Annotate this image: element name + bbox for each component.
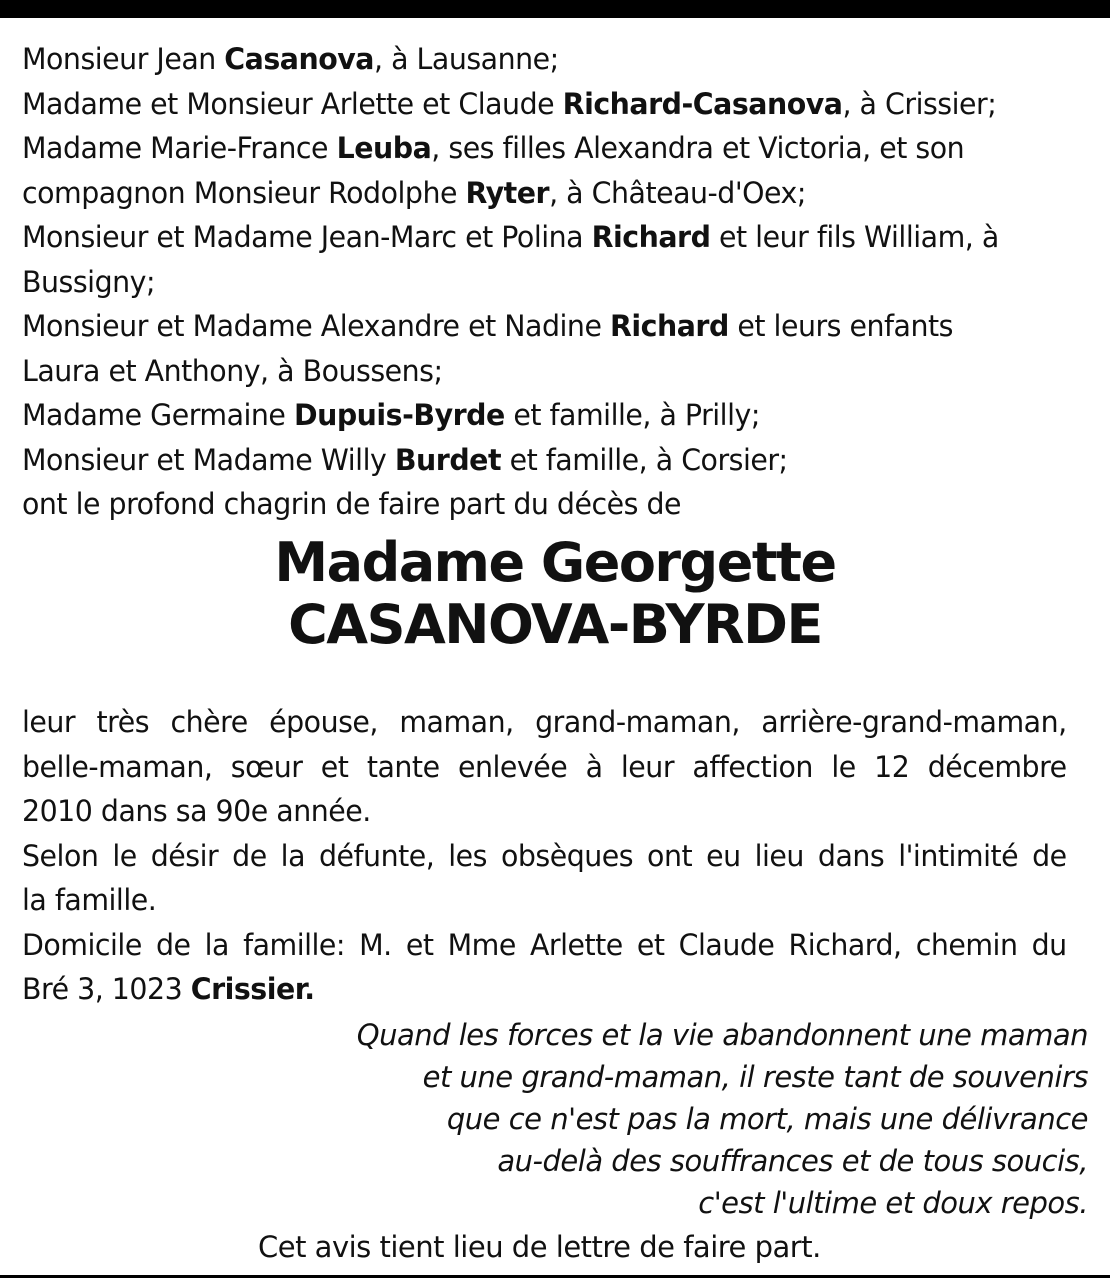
body-line-2: belle-maman, sœur et tante enlevée à leur affection le 12 décembre xyxy=(22,749,1067,784)
body-line-6: Domicile de la famille: M. et Mme Arlette et Claude Richard, chemin du xyxy=(22,927,1067,962)
body-line-4: Selon le désir de la défunte, les obsèques ont eu lieu dans l'intimité de xyxy=(22,838,1067,873)
family-line-10: Monsieur et Madame Willy Burdet et famille, à Corsier; xyxy=(22,442,788,477)
closing-note: Cet avis tient lieu de lettre de faire part. xyxy=(258,1230,821,1264)
body-line-1: leur très chère épouse, maman, grand-maman, arrière-grand-maman, xyxy=(22,705,1067,739)
deceased-name xyxy=(0,532,1110,656)
body-line-5: la famille. xyxy=(22,883,157,917)
family-line-6: Bussigny; xyxy=(22,264,156,299)
family-line-3: Madame Marie-France Leuba, ses filles Alexandra et Victoria, et son xyxy=(22,131,965,165)
memorial-quote xyxy=(188,1014,1088,1224)
deceased-name-line-2: CASANOVA-BYRDE xyxy=(288,593,822,656)
family-line-1: Monsieur Jean Casanova, à Lausanne; xyxy=(22,42,559,76)
family-line-8: Laura et Anthony, à Boussens; xyxy=(22,353,443,388)
bottom-border-rule xyxy=(0,1275,1110,1278)
family-line-7: Monsieur et Madame Alexandre et Nadine Richard et leurs enfants xyxy=(22,309,953,343)
quote-line-1: Quand les forces et la vie abandonnent une maman xyxy=(356,1018,1088,1052)
announcement-line: ont le profond chagrin de faire part du décès de xyxy=(22,487,682,521)
quote-line-4: au-delà des souffrances et de tous soucis, xyxy=(497,1144,1088,1178)
family-line-4: compagnon Monsieur Rodolphe Ryter, à Château-d'Oex; xyxy=(22,175,806,210)
body-line-7: Bré 3, 1023 Crissier. xyxy=(22,972,315,1006)
deceased-name-line-1: Madame Georgette xyxy=(274,531,836,594)
family-line-5: Monsieur et Madame Jean-Marc et Polina Richard et leur fils William, à xyxy=(22,220,999,254)
family-line-9: Madame Germaine Dupuis-Byrde et famille, à Prilly; xyxy=(22,398,760,432)
quote-line-3: que ce n'est pas la mort, mais une délivrance xyxy=(446,1102,1088,1136)
family-line-2: Madame et Monsieur Arlette et Claude Richard-Casanova, à Crissier; xyxy=(22,86,997,121)
top-border-rule xyxy=(0,0,1110,18)
obituary-body xyxy=(22,700,1067,1012)
quote-line-2: et une grand-maman, il reste tant de souvenirs xyxy=(422,1060,1088,1094)
quote-line-5: c'est l'ultime et doux repos. xyxy=(698,1186,1088,1220)
family-list xyxy=(22,37,1067,527)
body-line-3: 2010 dans sa 90e année. xyxy=(22,794,371,828)
